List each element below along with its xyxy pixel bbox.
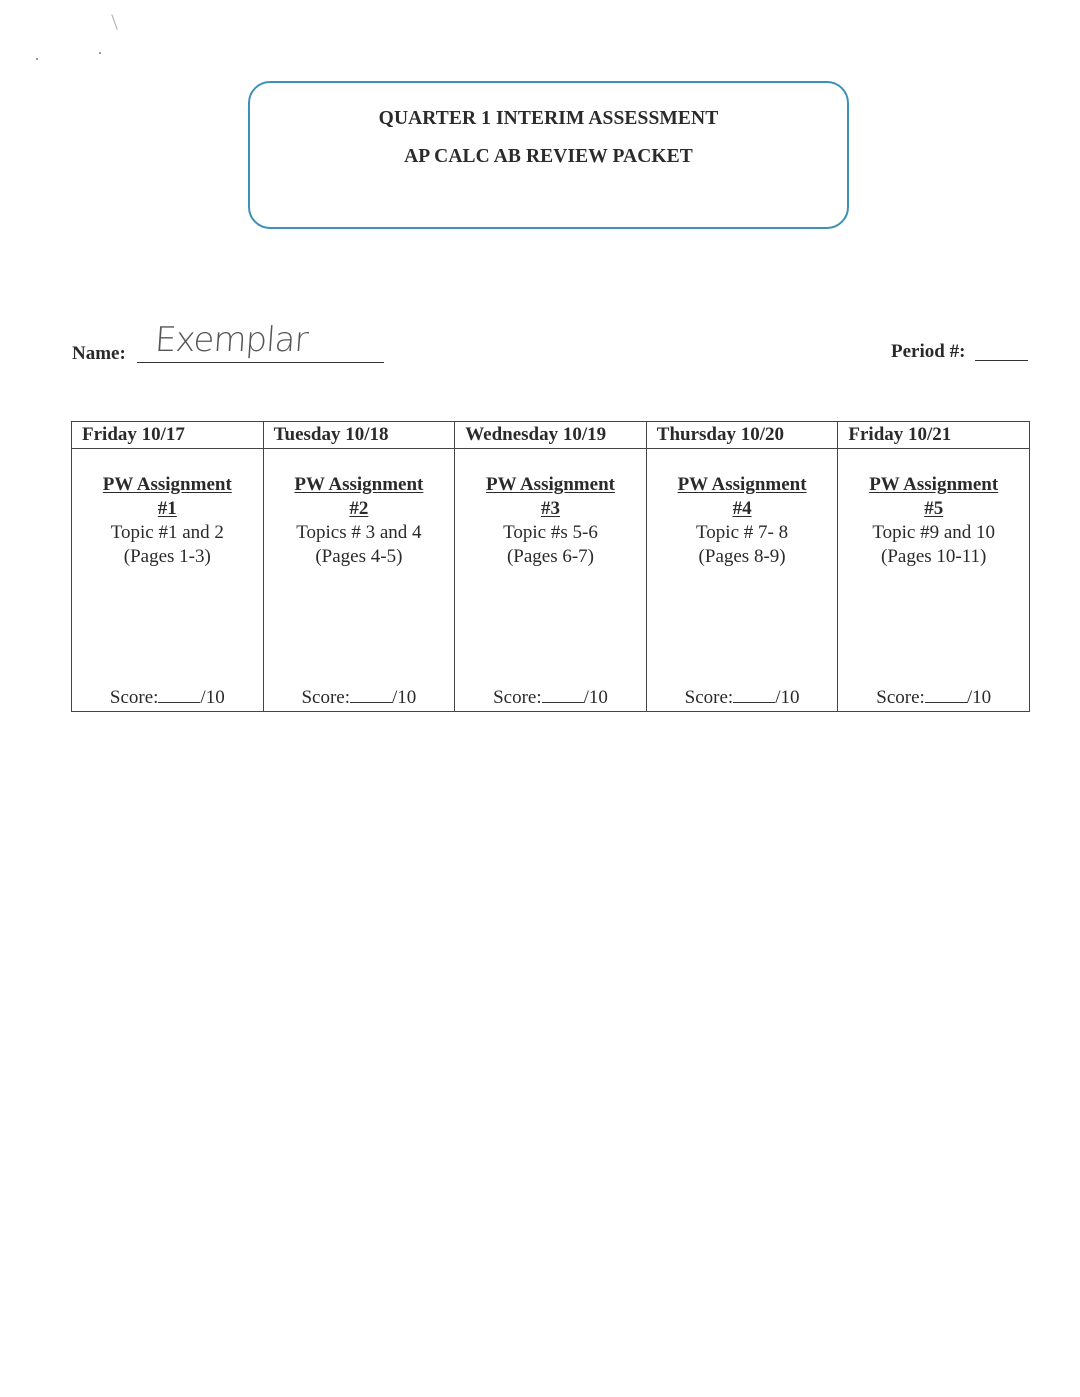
score-total: /10 (200, 687, 225, 708)
score-label: Score: (684, 687, 734, 708)
assignment-schedule-table (71, 421, 1030, 712)
assignment-pages: (Pages 6-7) (506, 546, 595, 567)
day-header: Friday 10/21 (838, 422, 1030, 449)
assignment-number: #4 (732, 498, 752, 519)
day-header: Friday 10/17 (72, 422, 264, 449)
period-field[interactable] (975, 360, 1028, 361)
assignment-topics: Topic #s 5-6 (503, 522, 598, 543)
document-title: QUARTER 1 INTERIM ASSESSMENT (378, 108, 719, 129)
assignment-title: PW Assignment (677, 474, 807, 495)
scan-mark (111, 14, 117, 29)
scan-speck (36, 58, 38, 60)
assignment-pages: (Pages 1-3) (123, 546, 211, 567)
assignment-cell (838, 449, 1030, 712)
score-label: Score: (493, 687, 542, 708)
score-input[interactable] (158, 686, 200, 703)
name-handwritten-value: Exemplar (153, 320, 309, 360)
assignment-topics: Topics # 3 and 4 (296, 522, 422, 543)
assignment-cell (646, 449, 838, 712)
assignment-pages: (Pages 4-5) (315, 546, 403, 567)
score-line (455, 686, 646, 710)
assignment-title: PW Assignment (485, 474, 615, 495)
score-input[interactable] (925, 686, 967, 703)
assignment-cell (72, 449, 264, 712)
score-total: /10 (775, 687, 800, 708)
score-total: /10 (392, 687, 417, 708)
day-header: Thursday 10/20 (646, 422, 838, 449)
document-subtitle: AP CALC AB REVIEW PACKET (404, 146, 693, 167)
assignment-number: #5 (924, 498, 944, 519)
score-input[interactable] (350, 686, 392, 703)
assignment-pages: (Pages 8-9) (698, 546, 786, 567)
schedule-assignment-row (72, 449, 1030, 712)
score-total: /10 (583, 687, 608, 708)
score-input[interactable] (542, 686, 584, 703)
schedule-header-row (72, 422, 1030, 449)
score-line (264, 686, 455, 710)
scan-speck (99, 52, 101, 54)
score-input[interactable] (733, 686, 775, 703)
score-label: Score: (301, 687, 351, 708)
assignment-cell (455, 449, 647, 712)
score-line (647, 686, 838, 710)
name-field[interactable] (137, 362, 384, 363)
assignment-title: PW Assignment (294, 474, 424, 495)
assignment-title: PW Assignment (869, 474, 999, 495)
title-box (248, 81, 849, 229)
assignment-topics: Topic #9 and 10 (872, 522, 996, 543)
assignment-number: #3 (540, 498, 560, 519)
assignment-topics: Topic #1 and 2 (110, 522, 224, 543)
score-line (838, 686, 1029, 710)
day-header: Wednesday 10/19 (455, 422, 647, 449)
assignment-topics: Topic # 7- 8 (696, 522, 789, 543)
score-line (72, 686, 263, 710)
assignment-pages: (Pages 10-11) (881, 546, 987, 567)
assignment-number: #2 (349, 498, 369, 519)
period-label: Period #: (891, 341, 966, 362)
score-total: /10 (966, 687, 992, 708)
assignment-cell (263, 449, 455, 712)
assignment-title: PW Assignment (102, 474, 232, 495)
assignment-number: #1 (157, 498, 177, 519)
name-label: Name: (72, 343, 126, 364)
score-label: Score: (109, 687, 159, 708)
score-label: Score: (876, 687, 925, 708)
day-header: Tuesday 10/18 (263, 422, 455, 449)
